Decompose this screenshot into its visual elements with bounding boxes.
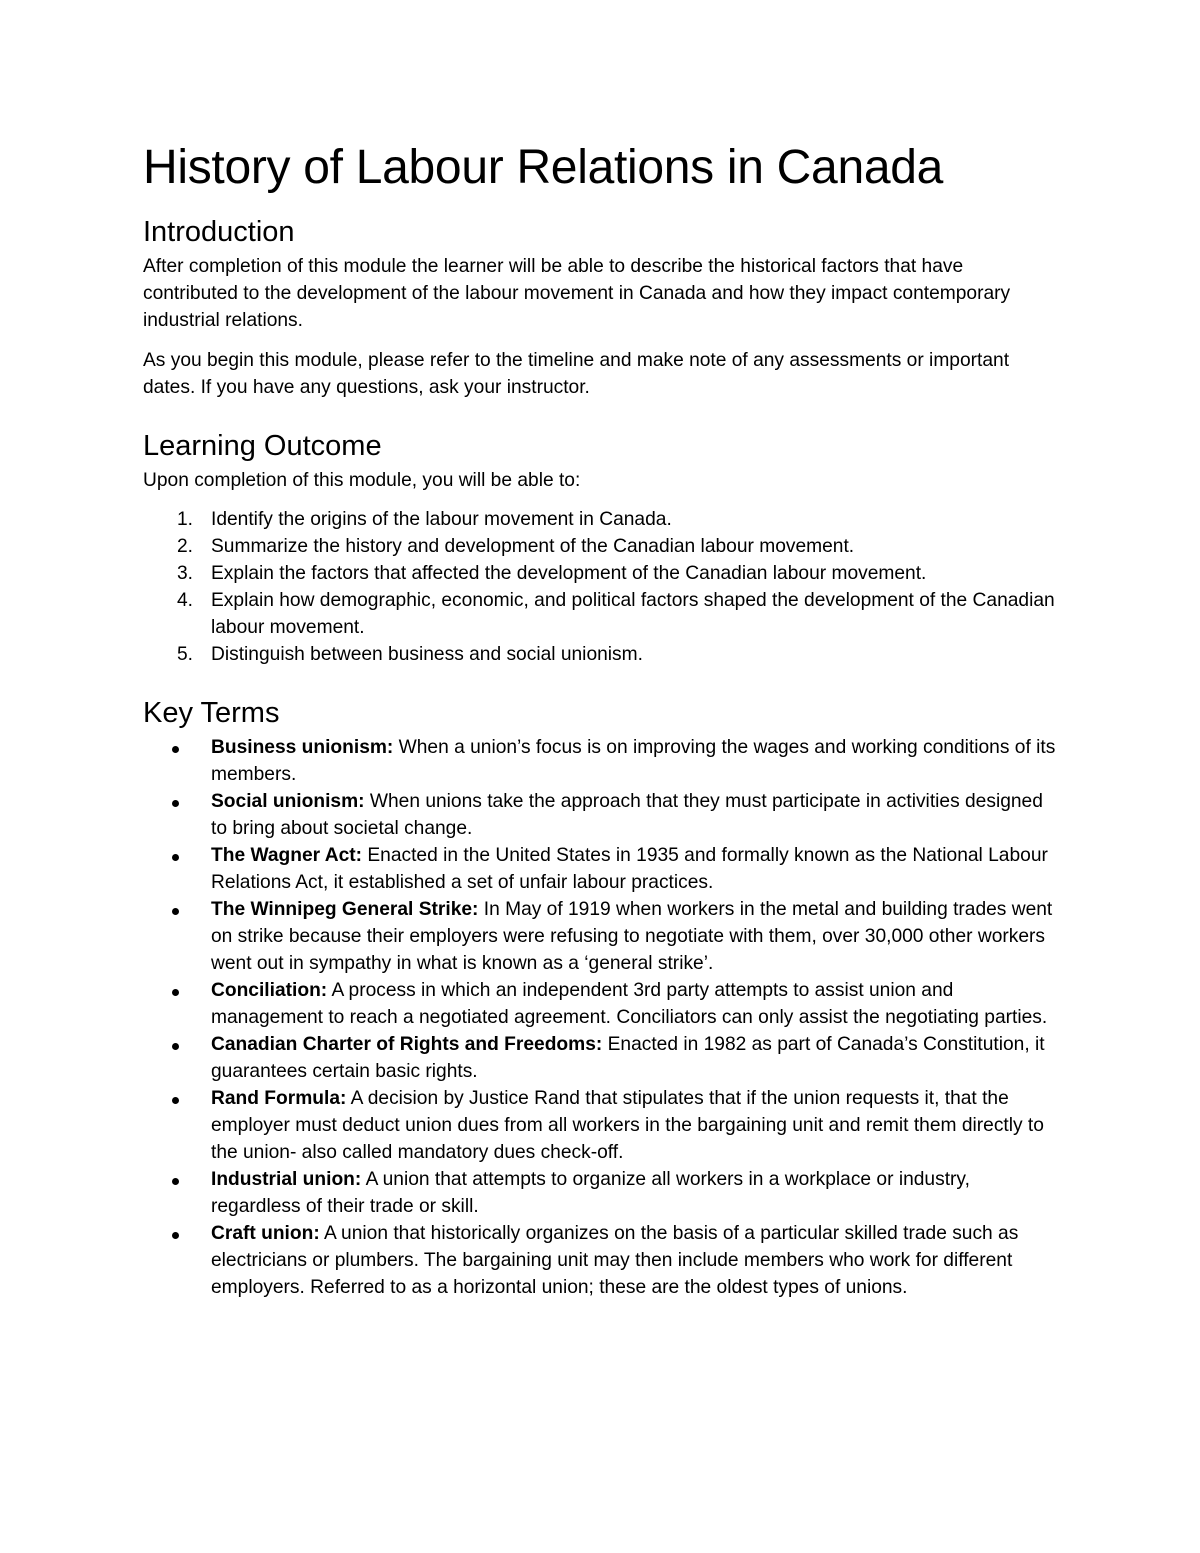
list-item-text: Explain the factors that affected the development of the Canadian labour movement. xyxy=(211,562,927,584)
list-item xyxy=(143,587,1063,641)
term-definition: A decision by Justice Rand that stipulates that if the union requests it, that the employer must deduct union dues from all workers in the bargaining unit and remit them directly to the union- also called mandatory dues check-off. xyxy=(211,1087,1044,1163)
bullet-icon xyxy=(172,1043,179,1050)
list-number: 5. xyxy=(177,643,194,665)
list-number: 3. xyxy=(177,562,194,584)
learning-outcome-lead: Upon completion of this module, you will be able to: xyxy=(143,469,581,491)
term-definition: A union that attempts to organize all workers in a workplace or industry, regardless of their trade or skill. xyxy=(211,1168,970,1217)
term-definition: Enacted in 1982 as part of Canada’s Constitution, it guarantees certain basic rights. xyxy=(211,1033,1045,1082)
bullet-icon xyxy=(172,800,179,807)
term-label: Conciliation: xyxy=(211,979,328,1001)
key-term-item xyxy=(143,788,1063,842)
key-term-item xyxy=(143,1220,1063,1301)
list-item xyxy=(143,560,1063,587)
bullet-icon xyxy=(172,1232,179,1239)
key-terms-list xyxy=(143,734,1063,1301)
term-label: Business unionism: xyxy=(211,736,394,758)
term-definition: When a union’s focus is on improving the wages and working conditions of its members. xyxy=(211,736,1056,785)
key-terms-heading: Key Terms xyxy=(143,696,280,729)
list-number: 2. xyxy=(177,535,194,557)
term-label: Rand Formula: xyxy=(211,1087,347,1109)
term-label: The Wagner Act: xyxy=(211,844,363,866)
bullet-icon xyxy=(172,989,179,996)
key-term-item xyxy=(143,1166,1063,1220)
list-item-text: Summarize the history and development of the Canadian labour movement. xyxy=(211,535,855,557)
bullet-icon xyxy=(172,1178,179,1185)
list-item-text: Explain how demographic, economic, and political factors shaped the development of the Canadian labour movement. xyxy=(211,589,1055,638)
term-definition: A union that historically organizes on the basis of a particular skilled trade such as electricians or plumbers. The bargaining unit may then include members who work for different employers. Referred to as a horizontal union; these are the oldest types of unions. xyxy=(211,1222,1019,1298)
term-definition: In May of 1919 when workers in the metal and building trades went on strike because their employers were refusing to negotiate with them, over 30,000 other workers went out in sympathy in what is known as a ‘general strike’. xyxy=(211,898,1053,974)
list-number: 4. xyxy=(177,589,194,611)
introduction-paragraph-1: After completion of this module the learner will be able to describe the historical factors that have contributed to the development of the labour movement in Canada and how they impact contemporary industrial relations. xyxy=(143,256,1011,332)
key-term-item xyxy=(143,1085,1063,1166)
key-term-item xyxy=(143,734,1063,788)
term-definition: When unions take the approach that they must participate in activities designed to bring about societal change. xyxy=(211,790,1043,839)
key-term-item xyxy=(143,977,1063,1031)
learning-outcome-list xyxy=(143,506,1063,668)
term-label: Craft union: xyxy=(211,1222,320,1244)
term-definition: Enacted in the United States in 1935 and formally known as the National Labour Relations Act, it established a set of unfair labour practices. xyxy=(211,844,1048,893)
introduction-heading: Introduction xyxy=(143,216,295,249)
page-title: History of Labour Relations in Canada xyxy=(143,141,944,194)
list-item-text: Distinguish between business and social unionism. xyxy=(211,643,643,665)
list-item xyxy=(143,533,1063,560)
key-term-item xyxy=(143,896,1063,977)
term-label: Industrial union: xyxy=(211,1168,362,1190)
term-label: Canadian Charter of Rights and Freedoms: xyxy=(211,1033,603,1055)
key-term-item xyxy=(143,1031,1063,1085)
bullet-icon xyxy=(172,854,179,861)
document-page xyxy=(143,140,1063,1301)
list-number: 1. xyxy=(177,508,194,530)
term-label: The Winnipeg General Strike: xyxy=(211,898,479,920)
bullet-icon xyxy=(172,908,179,915)
list-item-text: Identify the origins of the labour movement in Canada. xyxy=(211,508,672,530)
list-item xyxy=(143,641,1063,668)
bullet-icon xyxy=(172,746,179,753)
term-definition: A process in which an independent 3rd party attempts to assist union and management to reach a negotiated agreement. Conciliators can only assist the negotiating parties. xyxy=(211,979,1048,1028)
list-item xyxy=(143,506,1063,533)
key-term-item xyxy=(143,842,1063,896)
learning-outcome-heading: Learning Outcome xyxy=(143,430,382,463)
term-label: Social unionism: xyxy=(211,790,365,812)
introduction-paragraph-2: As you begin this module, please refer to the timeline and make note of any assessments or important dates. If you have any questions, ask your instructor. xyxy=(143,350,1010,399)
bullet-icon xyxy=(172,1097,179,1104)
